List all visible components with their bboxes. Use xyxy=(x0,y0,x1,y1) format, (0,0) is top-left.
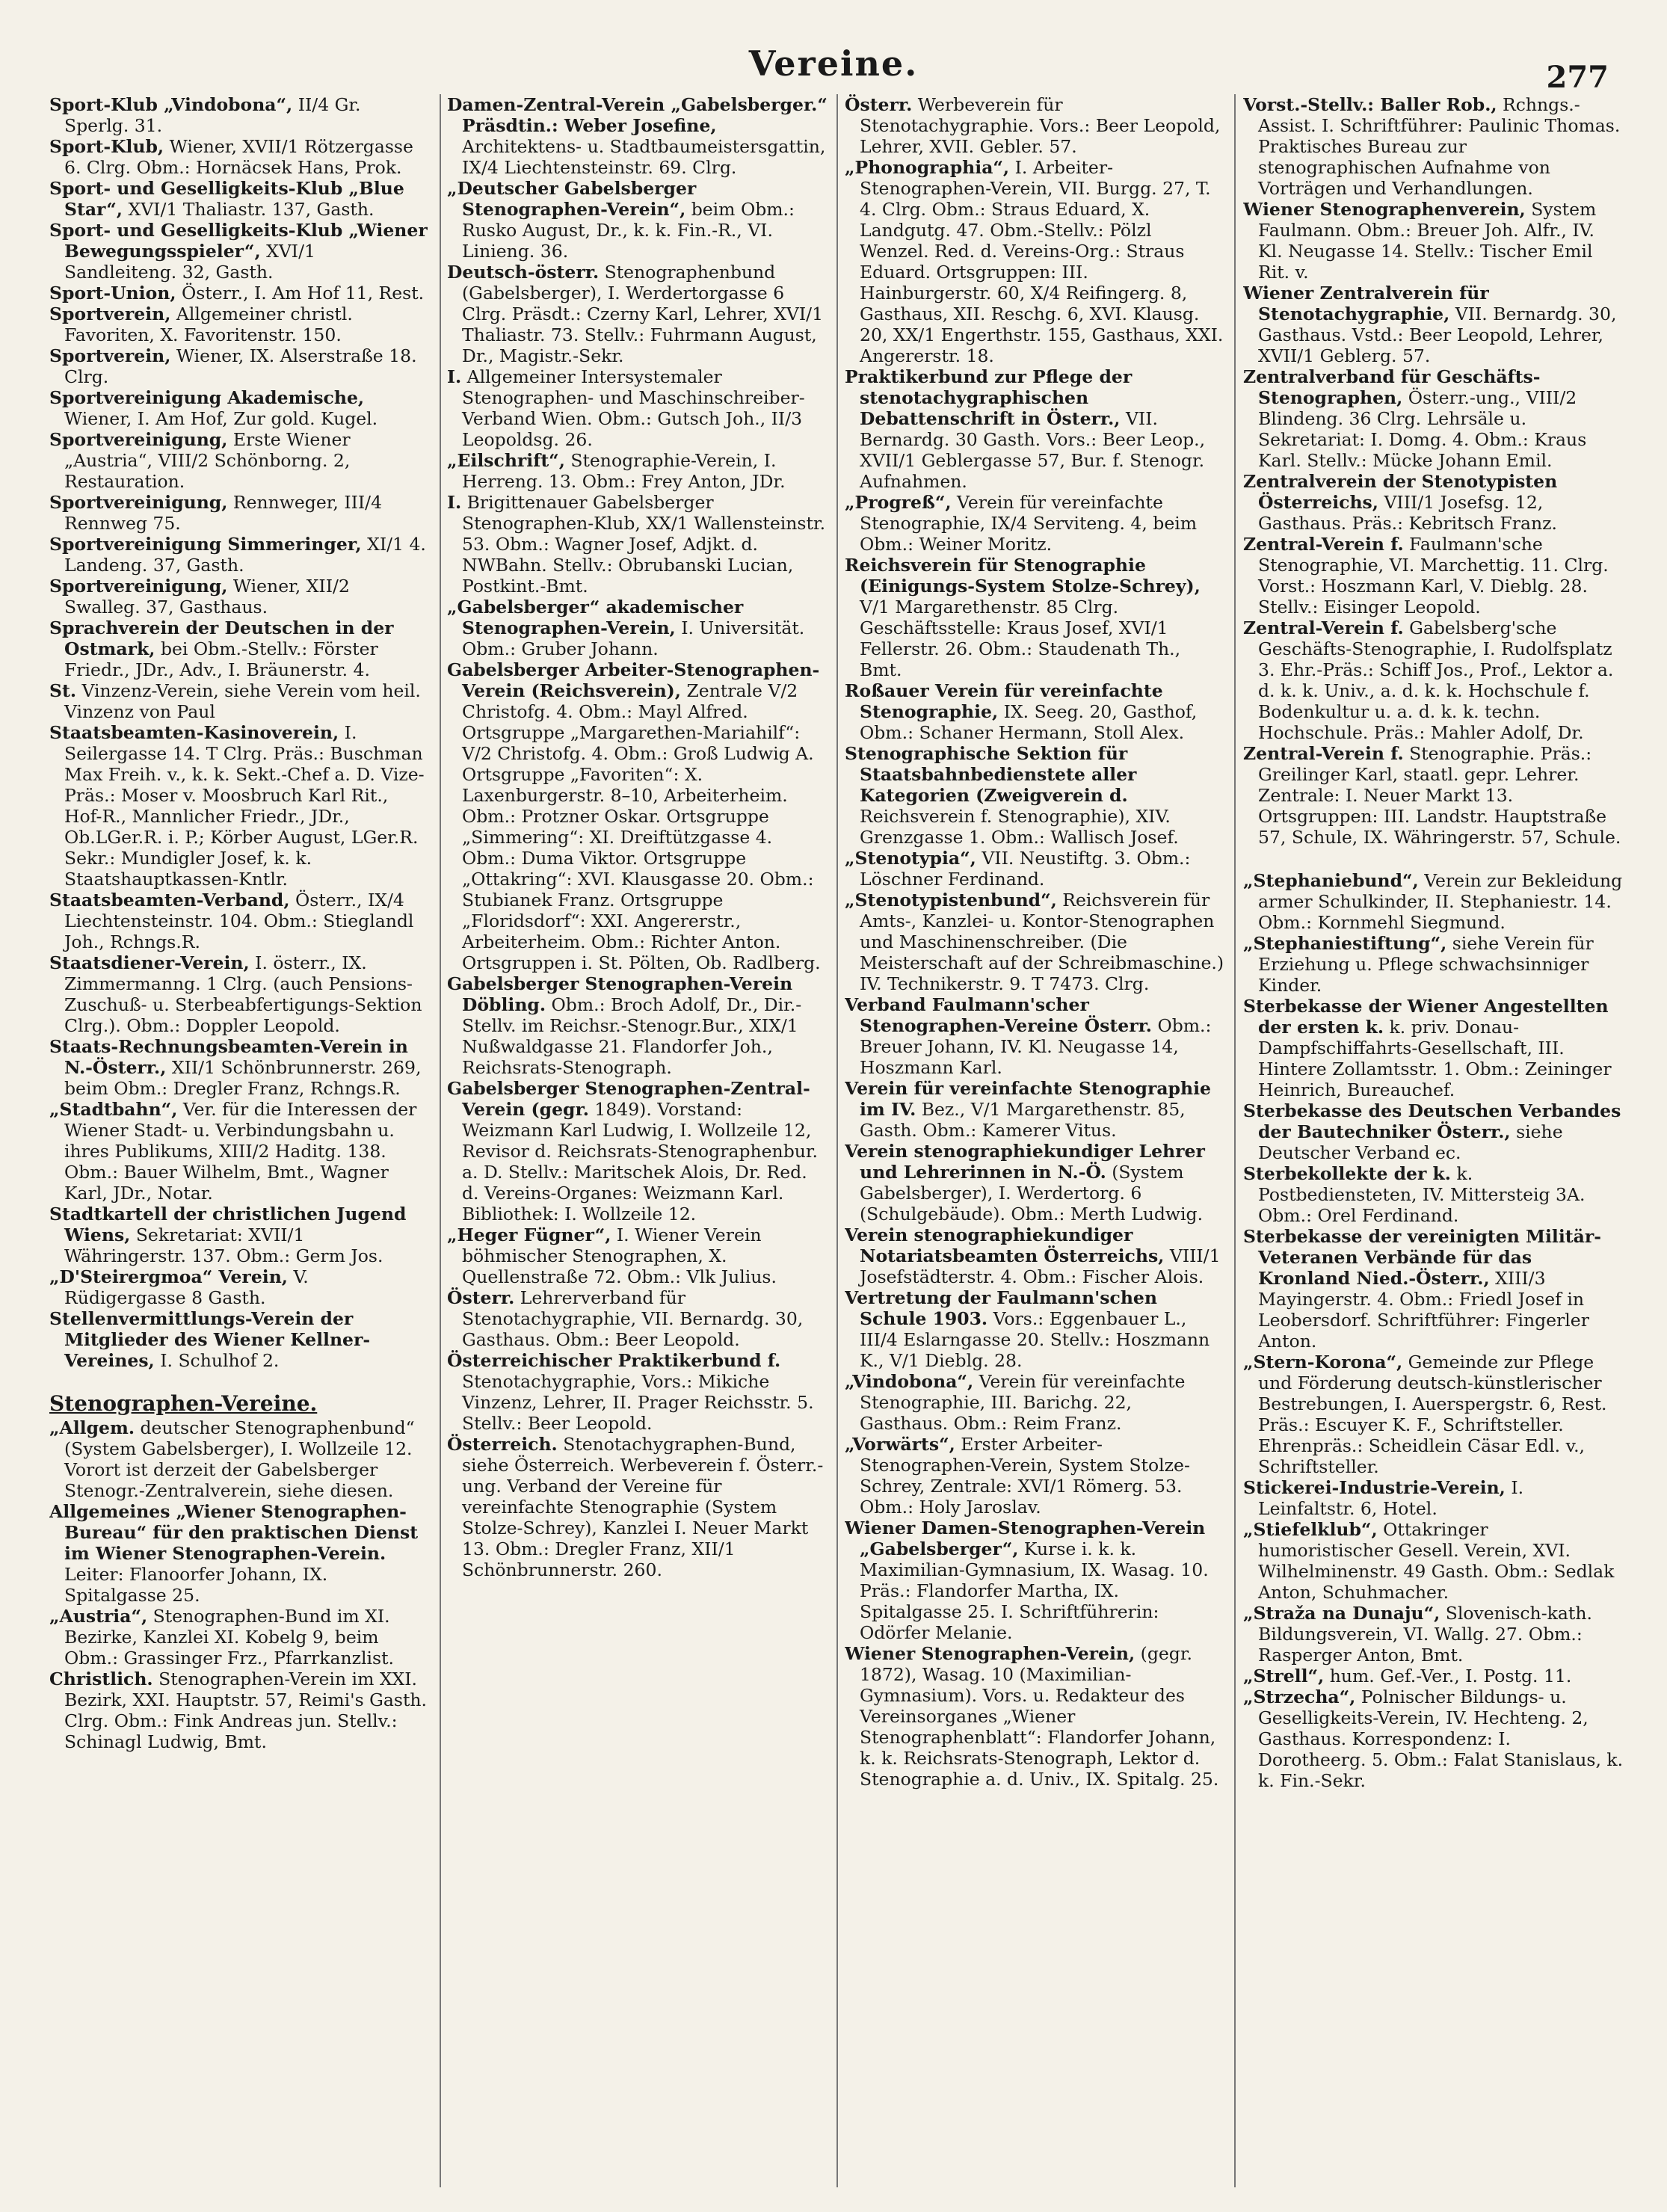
directory-entry: Sport-Klub „Vindobona“, II/4 Gr. Sperlg. 31. xyxy=(49,94,361,136)
column-2 xyxy=(447,94,828,2187)
directory-entry: Österreich. Stenotachygraphen-Bund, siehe Österreich. Werbeverein f. Österr.-ung. Verband der Vereine für vereinfachte Stenographie (System Stolze-Schrey), Kanzlei I. Neuer Markt 13. Obm.: Dregler Franz, XII/1 Schönbrunnerstr. 260. xyxy=(447,1434,824,1580)
directory-entry: St. Vinzenz-Verein, siehe Verein vom heil. Vinzenz von Paul xyxy=(49,680,421,722)
directory-entry: Gabelsberger Stenographen-Verein Döbling. Obm.: Broch Adolf, Dr., Dir.-Stellv. im Reichsr.-Stenogr.Bur., XIX/1 Nußwaldgasse 21. Flandorfer Joh., Reichsrats-Stenograph. xyxy=(447,973,802,1078)
directory-entry: „Strzecha“, Polnischer Bildungs- u. Geselligkeits-Verein, IV. Hechteng. 2, Gasthaus. Korrespondenz: I. Dorotheerg. 5. Obm.: Falat Stanislaus, k. k. Fin.-Sekr. xyxy=(1243,1686,1624,1791)
directory-entry: „Vindobona“, Verein für vereinfachte Stenographie, III. Barichg. 22, Gasthaus. Obm.: Reim Franz. xyxy=(845,1371,1186,1434)
column-divider xyxy=(836,94,838,2187)
directory-entry: Roßauer Verein für vereinfachte Stenographie, IX. Seeg. 20, Gasthof, Obm.: Schaner Hermann, Stoll Alex. xyxy=(845,680,1198,743)
column-divider xyxy=(1234,94,1236,2187)
directory-entry: „Phonographia“, I. Arbeiter-Stenographen-Verein, VII. Burgg. 27, T. 4. Clrg. Obm.: Straus Eduard, X. Landgutg. 47. Obm.-Stellv.: Pölzl Wenzel. Red. d. Vereins-Org.: Straus Eduard. Ortsgruppen: III. Hainburgerstr. 60, X/4 Reifingerg. 8, Gasthaus, XII. Reschg. 6, XVI. Klausg. 20, XX/1 Engerthstr. 155, Gasthaus, XXI. Angererstr. 18. xyxy=(845,157,1224,366)
directory-entry: „Stadtbahn“, Ver. für die Interessen der Wiener Stadt- u. Verbindungsbahn u. ihres Publikums, XIII/2 Haditg. 138. Obm.: Bauer Wilhelm, Bmt., Wagner Karl, JDr., Notar. xyxy=(49,1099,417,1204)
directory-entry: „D'Steirergmoa“ Verein, V. Rüdigergasse 8 Gasth. xyxy=(49,1266,309,1308)
directory-entry: Zentralverband für Geschäfts-Stenographen, Österr.-ung., VIII/2 Blindeng. 36 Clrg. Lehrsäle u. Sekretariat: I. Domg. 4. Obm.: Kraus Karl. Stellv.: Mücke Johann Emil. xyxy=(1243,366,1587,471)
directory-entry: Sterbekasse der vereinigten Militär-Veteranen Verbände für das Kronland Nied.-Österr., XIII/3 Mayingerstr. 4. Obm.: Friedl Josef in Leobersdorf. Schriftführer: Fingerler Anton. xyxy=(1243,1226,1601,1352)
directory-entry: Sterbekasse des Deutschen Verbandes der Bautechniker Österr., siehe Deutscher Verband ec. xyxy=(1243,1100,1621,1163)
directory-entry: Sportvereinigung Simmeringer, XI/1 4. Landeng. 37, Gasth. xyxy=(49,534,426,576)
directory-entry: Wiener Stenographen-Verein, (gegr. 1872), Wasag. 10 (Maximilian-Gymnasium). Vors. u. Redakteur des Vereinsorganes „Wiener Stenographenblatt“: Flandorfer Johann, k. k. Reichsrats-Stenograph, Lektor d. Stenographie a. d. Univ., IX. Spitalg. 25. xyxy=(845,1643,1219,1790)
column-1 xyxy=(49,94,430,2187)
directory-entry: Verein stenographiekundiger Notariatsbeamten Österreichs, VIII/1 Josefstädterstr. 4. Obm.: Fischer Alois. xyxy=(845,1224,1221,1287)
directory-entry: „Stenotypia“, VII. Neustiftg. 3. Obm.: Löschner Ferdinand. xyxy=(845,848,1191,890)
directory-entry: Gabelsberger Arbeiter-Stenographen-Verein (Reichsverein), Zentrale V/2 Christofg. 4. Obm.: Mayl Alfred. Ortsgruppe „Margarethen-Mariahilf“: V/2 Christofg. 4. Obm.: Groß Ludwig A. Ortsgruppe „Favoriten“: X. Laxenburgerstr. 8–10, Arbeiterheim. Obm.: Protzner Oskar. Ortsgruppe „Simmering“: XI. Dreiftützgasse 4. Obm.: Duma Viktor. Ortsgruppe „Ottakring“: XVI. Klausgasse 20. Obm.: Stubianek Franz. Ortsgruppe „Floridsdorf“: XXI. Angererstr., Arbeiterheim. Obm.: Richter Anton. Ortsgruppen i. St. Pölten, Ob. Radlberg. xyxy=(447,659,821,973)
directory-entry: Sportvereinigung, Erste Wiener „Austria“, VIII/2 Schönborng. 2, Restauration. xyxy=(49,429,351,492)
directory-entry: „Stern-Korona“, Gemeinde zur Pflege und Förderung deutsch-künstlerischer Bestrebungen, I. Auerspergstr. 6, Rest. Präs.: Escuyer K. F., Schriftsteller. Ehrenpräs.: Scheidlein Cäsar Edl. v., Schriftsteller. xyxy=(1243,1352,1607,1477)
directory-entry: „Straža na Dunaju“, Slovenisch-kath. Bildungsverein, VI. Wallg. 27. Obm.: Rasperger Anton, Bmt. xyxy=(1243,1603,1592,1666)
directory-entry: Allgemeines „Wiener Stenographen-Bureau“ für den praktischen Dienst im Wiener Stenographen-Verein. Leiter: Flanoorfer Johann, IX. Spitalgasse 25. xyxy=(49,1501,419,1606)
directory-entry: Wiener Zentralverein für Stenotachygraphie, VII. Bernardg. 30, Gasthaus. Vstd.: Beer Leopold, Lehrer, XVII/1 Geblerg. 57. xyxy=(1243,283,1617,366)
directory-entry: „Eilschrift“, Stenographie-Verein, I. Herreng. 13. Obm.: Frey Anton, JDr. xyxy=(447,450,786,492)
page-number: 277 xyxy=(1546,60,1609,95)
directory-entry: Sport-Klub, Wiener, XVII/1 Rötzergasse 6. Clrg. Obm.: Hornäcsek Hans, Prok. xyxy=(49,136,413,178)
directory-entry: Sterbekollekte der k. k. Postbediensteten, IV. Mittersteig 3A. Obm.: Orel Ferdinand. xyxy=(1243,1163,1586,1226)
directory-entry: Sport- und Geselligkeits-Klub „Wiener Bewegungsspieler“, XVI/1 Sandleiteng. 32, Gasth. xyxy=(49,220,428,283)
directory-entry: „Austria“, Stenographen-Bund im XI. Bezirke, Kanzlei XI. Kobelg 9, beim Obm.: Grassinger Frz., Pfarrkanzlist. xyxy=(49,1606,394,1669)
directory-entry: „Strell“, hum. Gef.-Ver., I. Postg. 11. xyxy=(1243,1666,1572,1686)
directory-entry: Stadtkartell der christlichen Jugend Wiens, Sekretariat: XVII/1 Währingerstr. 137. Obm.: Germ Jos. xyxy=(49,1204,407,1266)
directory-entry: Staats-Rechnungsbeamten-Verein in N.-Österr., XII/1 Schönbrunnerstr. 269, beim Obm.: Dregler Franz, Rchngs.R. xyxy=(49,1036,422,1099)
directory-entry: Vorst.-Stellv.: Baller Rob., Rchngs.-Assist. I. Schriftführer: Paulinic Thomas. Praktisches Bureau zur stenographischen Aufnahme von Vorträgen und Verhandlungen. xyxy=(1243,94,1621,199)
directory-entry: „Progreß“, Verein für vereinfachte Stenographie, IX/4 Serviteng. 4, beim Obm.: Weiner Moritz. xyxy=(845,492,1198,555)
directory-entry: Deutsch-österr. Stenographenbund (Gabelsberger), I. Werdertorgasse 6 Clrg. Präsdt.: Czerny Karl, Lehrer, XVI/1 Thaliastr. 73. Stellv.: Fuhrmann August, Dr., Magistr.-Sekr. xyxy=(447,262,824,366)
directory-entry: I. Allgemeiner Intersystemaler Stenographen- und Maschinschreiber-Verband Wien. Obm.: Gutsch Joh., II/3 Leopoldsg. 26. xyxy=(447,366,805,450)
directory-entry: Zentral-Verein f. Gabelsberg'sche Geschäfts-Stenographie, I. Rudolfsplatz 3. Ehr.-Präs.: Schiff Jos., Prof., Lektor a. d. k. k. Univ., a. d. k. k. Hochschule f. Bodenkultur u. a. d. k. k. techn. Hochschule. Präs.: Mahler Adolf, Dr. xyxy=(1243,617,1614,743)
directory-entry: „Stenotypistenbund“, Reichsverein für Amts-, Kanzlei- u. Kontor-Stenographen und Maschinenschreiber. (Die Meisterschaft auf der Schreibmaschine.) IV. Technikerstr. 9. T 7473. Clrg. xyxy=(845,890,1224,994)
directory-entry: Damen-Zentral-Verein „Gabelsberger.“ Präsdtin.: Weber Josefine, Architektens- u. Stadtbaumeistersgattin, IX/4 Liechtensteinstr. 69. Clrg. xyxy=(447,94,828,178)
directory-entry: Christlich. Stenographen-Verein im XXI. Bezirk, XXI. Hauptstr. 57, Reimi's Gasth. Clrg. Obm.: Fink Andreas jun. Stellv.: Schinagl Ludwig, Bmt. xyxy=(49,1669,428,1752)
directory-entry: Verband Faulmann'scher Stenographen-Vereine Österr. Obm.: Breuer Johann, IV. Kl. Neugasse 14, Hoszmann Karl. xyxy=(845,994,1212,1078)
directory-entry: Sportvereinigung, Wiener, XII/2 Swalleg. 37, Gasthaus. xyxy=(49,576,350,617)
directory-entry: Sterbekasse der Wiener Angestellten der ersten k. k. priv. Donau-Dampfschiffahrts-Gesellschaft, III. Hintere Zollamtsstr. 1. Obm.: Zeininger Heinrich, Bureauchef. xyxy=(1243,996,1612,1100)
directory-entry: Österreichischer Praktikerbund f. Stenotachygraphie, Vors.: Mikiche Vinzenz, Lehrer, II. Prager Reichsstr. 5. Stellv.: Beer Leopold. xyxy=(447,1350,814,1434)
directory-entry: I. Brigittenauer Gabelsberger Stenographen-Klub, XX/1 Wallensteinstr. 53. Obm.: Wagner Josef, Adjkt. d. NWBahn. Stellv.: Obrubanski Lucian, Postkint.-Bmt. xyxy=(447,492,826,597)
directory-entry: „Gabelsberger“ akademischer Stenographen-Verein, I. Universität. Obm.: Gruber Johann. xyxy=(447,597,805,659)
directory-entry: Sprachverein der Deutschen in der Ostmark, bei Obm.-Stellv.: Förster Friedr., JDr., Adv., I. Bräunerstr. 4. xyxy=(49,617,394,680)
directory-entry: Verein für vereinfachte Stenographie im IV. Bez., V/1 Margarethenstr. 85, Gasth. Obm.: Kamerer Vitus. xyxy=(845,1078,1211,1141)
directory-entry: Zentralverein der Stenotypisten Österreichs, VIII/1 Josefsg. 12, Gasthaus. Präs.: Kebritsch Franz. xyxy=(1243,471,1558,534)
section-heading: Stenographen-Vereine. xyxy=(49,1391,318,1416)
directory-entry: Österr. Werbeverein für Stenotachygraphie. Vors.: Beer Leopold, Lehrer, XVII. Gebler. 57. xyxy=(845,94,1221,157)
directory-entry: „Allgem. deutscher Stenographenbund“ (System Gabelsberger), I. Wollzeile 12. Vorort ist derzeit der Gabelsberger Stenogr.-Zentralverein, siehe diesen. xyxy=(49,1417,415,1501)
directory-entry: Sportverein, Wiener, IX. Alserstraße 18. Clrg. xyxy=(49,345,417,387)
directory-entry: Sportvereinigung Akademische, Wiener, I. Am Hof, Zur gold. Kugel. xyxy=(49,387,378,429)
directory-entry: Gabelsberger Stenographen-Zentral-Verein (gegr. 1849). Vorstand: Weizmann Karl Ludwig, I. Wollzeile 12, Revisor d. Reichsrats-Stenographenbur. a. D. Stellv.: Maritschek Alois, Dr. Red. d. Vereins-Organes: Weizmann Karl. Bibliothek: I. Wollzeile 12. xyxy=(447,1078,818,1224)
column-4 xyxy=(1243,94,1624,2187)
directory-entry: „Stiefelklub“, Ottakringer humoristischer Gesell. Verein, XVI. Wilhelminenstr. 49 Gasth. Obm.: Sedlak Anton, Schuhmacher. xyxy=(1243,1519,1615,1603)
section-gap xyxy=(1243,848,1624,870)
directory-entry: Wiener Damen-Stenographen-Verein „Gabelsberger“, Kurse i. k. k. Maximilian-Gymnasium, IX. Wasag. 10. Präs.: Flandorfer Martha, IX. Spitalgasse 25. I. Schriftführerin: Odörfer Melanie. xyxy=(845,1518,1209,1643)
directory-entry: Zentral-Verein f. Faulmann'sche Stenographie, VI. Marchettig. 11. Clrg. Vorst.: Hoszmann Karl, V. Dieblg. 28. Stellv.: Eisinger Leopold. xyxy=(1243,534,1609,617)
directory-entry: Zentral-Verein f. Stenographie. Präs.: Greilinger Karl, staatl. gepr. Lehrer. Zentrale: I. Neuer Markt 13. Ortsgruppen: III. Landstr. Hauptstraße 57, Schule, IX. Währingerstr. 57, Schule. xyxy=(1243,743,1621,848)
directory-entry: Staatsbeamten-Verband, Österr., IX/4 Liechtensteinstr. 104. Obm.: Stieglandl Joh., Rchngs.R. xyxy=(49,890,414,952)
column-3 xyxy=(845,94,1225,2187)
directory-columns xyxy=(49,94,1624,2187)
directory-entry: „Vorwärts“, Erster Arbeiter-Stenographen-Verein, System Stolze-Schrey, Zentrale: XVI/1 Römerg. 53. Obm.: Holy Jaroslav. xyxy=(845,1434,1190,1518)
directory-entry: Österr. Lehrerverband für Stenotachygraphie, VII. Bernardg. 30, Gasthaus. Obm.: Beer Leopold. xyxy=(447,1287,804,1350)
directory-entry: „Heger Fügner“, I. Wiener Verein böhmischer Stenographen, X. Quellenstraße 72. Obm.: Vlk Julius. xyxy=(447,1224,777,1287)
directory-entry: Sportvereinigung, Rennweger, III/4 Rennweg 75. xyxy=(49,492,383,534)
column-divider xyxy=(440,94,441,2187)
directory-entry: Sportverein, Allgemeiner christl. Favoriten, X. Favoritenstr. 150. xyxy=(49,304,353,345)
directory-entry: Stenographische Sektion für Staatsbahnbedienstete aller Kategorien (Zweigverein d. Reichsverein f. Stenographie), XIV. Grenzgasse 1. Obm.: Wallisch Josef. xyxy=(845,743,1179,848)
directory-entry: Vertretung der Faulmann'schen Schule 1903. Vors.: Eggenbauer L., III/4 Eslarngasse 20. Stellv.: Hoszmann K., V/1 Dieblg. 28. xyxy=(845,1287,1210,1371)
directory-entry: „Deutscher Gabelsberger Stenographen-Verein“, beim Obm.: Rusko August, Dr., k. k. Fin.-R., VI. Linieng. 36. xyxy=(447,178,795,262)
directory-entry: Sport- und Geselligkeits-Klub „Blue Star“, XVI/1 Thaliastr. 137, Gasth. xyxy=(49,178,404,220)
directory-entry: „Stephaniestiftung“, siehe Verein für Erziehung u. Pflege schwachsinniger Kinder. xyxy=(1243,933,1594,996)
directory-entry: Sport-Union, Österr., I. Am Hof 11, Rest. xyxy=(49,283,425,304)
directory-entry: Praktikerbund zur Pflege der stenotachygraphischen Debattenschrift in Österr., VII. Bernardg. 30 Gasth. Vors.: Beer Leop., XVII/1 Geblergasse 57, Bur. f. Stenogr. Aufnahmen. xyxy=(845,366,1206,492)
directory-entry: Reichsverein für Stenographie (Einigungs-System Stolze-Schrey), V/1 Margarethenstr. 85 Clrg. Geschäftsstelle: Kraus Josef, XVI/1 Fellerstr. 26. Obm.: Staudenath Th., Bmt. xyxy=(845,555,1201,680)
directory-entry: Wiener Stenographenverein, System Faulmann. Obm.: Breuer Joh. Alfr., IV. Kl. Neugasse 14. Stellv.: Tischer Emil Rit. v. xyxy=(1243,199,1597,283)
directory-entry: Staatsdiener-Verein, I. österr., IX. Zimmermanng. 1 Clrg. (auch Pensions-Zuschuß- u. Sterbeabfertigungs-Sektion Clrg.). Obm.: Doppler Leopold. xyxy=(49,952,422,1036)
page-title: Vereine. xyxy=(748,43,919,84)
section-gap xyxy=(49,1371,430,1393)
directory-entry: Staatsbeamten-Kasinoverein, I. Seilergasse 14. T Clrg. Präs.: Buschman Max Freih. v., k. k. Sekt.-Chef a. D. Vize-Präs.: Moser v. Moosbruch Karl Rit., Hof-R., Mannlicher Friedr., JDr., Ob.LGer.R. i. P.; Körber August, LGer.R. Sekr.: Mundigler Josef, k. k. Staatshauptkassen-Kntlr. xyxy=(49,722,425,890)
directory-entry: „Stephaniebund“, Verein zur Bekleidung armer Schulkinder, II. Stephaniestr. 14. Obm.: Kornmehl Siegmund. xyxy=(1243,870,1623,933)
directory-entry: Stellenvermittlungs-Verein der Mitglieder des Wiener Kellner-Vereines, I. Schulhof 2. xyxy=(49,1308,371,1371)
directory-entry: Verein stenographiekundiger Lehrer und Lehrerinnen in N.-Ö. (System Gabelsberger), I. Werdertorg. 6 (Schulgebäude). Obm.: Merth Ludwig. xyxy=(845,1141,1205,1224)
directory-entry: Stickerei-Industrie-Verein, I. Leinfaltstr. 6, Hotel. xyxy=(1243,1477,1524,1519)
